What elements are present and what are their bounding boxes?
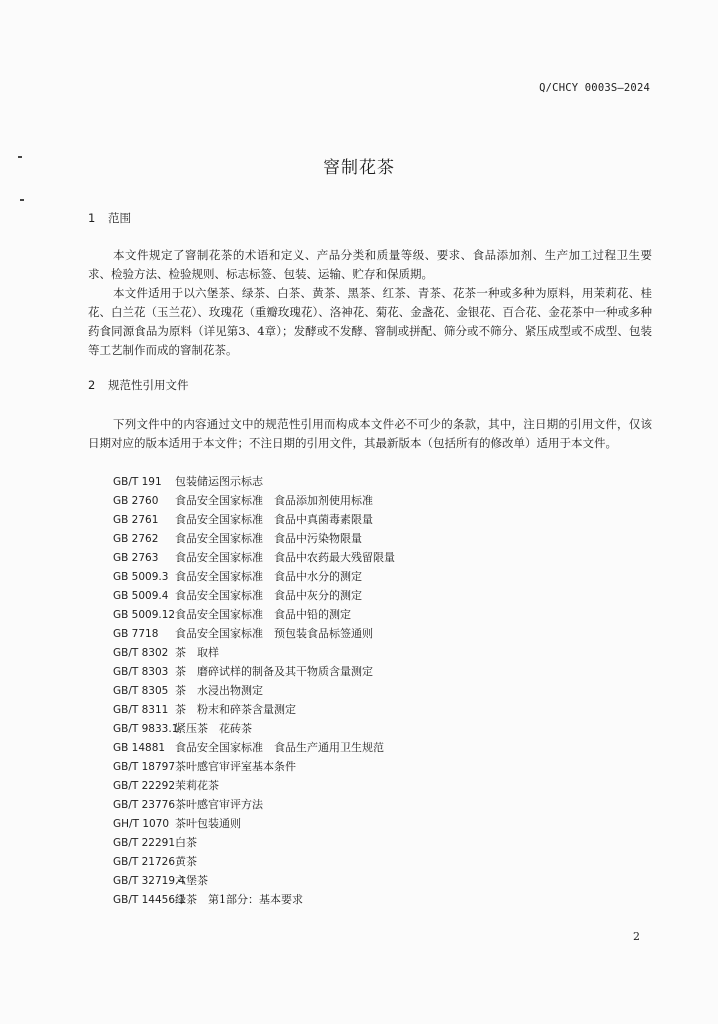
section-number: 2 — [88, 378, 96, 392]
document-title: 窨制花茶 — [323, 158, 395, 178]
reference-code: GB/T 22292 — [113, 780, 176, 792]
reference-item — [113, 567, 395, 586]
reference-item — [113, 814, 395, 833]
reference-item — [113, 795, 395, 814]
scope-paragraph-2: 本文件适用于以六堡茶、绿茶、白茶、黄茶、黑茶、红茶、青茶、花茶一种或多种为原料，用茉莉花、桂花、白兰花（玉兰花）、玫瑰花（重瓣玫瑰花）、洛神花、菊花、金盏花、金银花、百合花、金花茶中一种或多种药食同源食品为原料（详见第3、4章）；发酵或不发酵、窨制或拼配、筛分或不筛分、紧压成型或不成型、包装等工艺制作而成的窨制花茶。 — [88, 286, 652, 357]
reference-name: 食品安全国家标准 预包装食品标签通则 — [175, 627, 373, 640]
reference-code: GB/T 8305 — [113, 685, 169, 697]
reference-code: GB 5009.4 — [113, 590, 169, 602]
reference-item — [113, 472, 395, 491]
reference-code: GB 2763 — [113, 552, 159, 564]
reference-code: GB/T 9833.1 — [113, 723, 179, 735]
reference-item — [113, 624, 395, 643]
reference-name: 茶叶感官审评方法 — [175, 798, 263, 811]
reference-item — [113, 491, 395, 510]
reference-name: 黄茶 — [175, 855, 197, 868]
section-title: 范围 — [108, 211, 131, 225]
reference-code: GH/T 1070 — [113, 818, 170, 830]
reference-code: GB/T 191 — [113, 476, 162, 488]
reference-code: GB/T 8303 — [113, 666, 169, 678]
reference-item — [113, 529, 395, 548]
reference-name: 茶叶包装通则 — [175, 817, 241, 830]
reference-item — [113, 700, 395, 719]
reference-name: 茶 水浸出物测定 — [175, 684, 263, 697]
reference-item — [113, 586, 395, 605]
reference-code: GB 14881 — [113, 742, 166, 754]
reference-item — [113, 662, 395, 681]
reference-name: 食品安全国家标准 食品中农药最大残留限量 — [175, 551, 395, 564]
reference-item — [113, 833, 395, 852]
reference-name: 茉莉花茶 — [175, 779, 219, 792]
reference-code: GB 2761 — [113, 514, 159, 526]
section-number: 1 — [88, 211, 96, 225]
reference-item — [113, 871, 395, 890]
reference-name: 紧压茶 花砖茶 — [175, 722, 252, 735]
reference-item — [113, 890, 395, 909]
reference-item — [113, 643, 395, 662]
reference-name: 六堡茶 — [175, 874, 208, 887]
reference-code: GB/T 18797 — [113, 761, 176, 773]
reference-item — [113, 719, 395, 738]
reference-name: 食品安全国家标准 食品中污染物限量 — [175, 532, 362, 545]
section-title: 规范性引用文件 — [108, 378, 189, 392]
section-1-heading — [88, 210, 131, 226]
reference-code: GB/T 23776 — [113, 799, 176, 811]
reference-name: 食品安全国家标准 食品生产通用卫生规范 — [175, 741, 384, 754]
reference-name: 茶 取样 — [175, 646, 219, 659]
reference-name: 茶 磨碎试样的制备及其干物质含量测定 — [175, 665, 373, 678]
reference-code: GB/T 14456.1 — [113, 894, 186, 906]
reference-item — [113, 738, 395, 757]
reference-item — [113, 852, 395, 871]
reference-code: GB/T 32719.4 — [113, 875, 186, 887]
reference-code: GB/T 8302 — [113, 647, 169, 659]
reference-item — [113, 605, 395, 624]
reference-list — [113, 472, 395, 909]
standard-code: Q/CHCY 0003S—2024 — [539, 82, 650, 94]
reference-code: GB 2762 — [113, 533, 159, 545]
reference-code: GB 7718 — [113, 628, 159, 640]
reference-code: GB/T 21726 — [113, 856, 176, 868]
scope-paragraph-1: 本文件规定了窨制花茶的术语和定义、产品分类和质量等级、要求、食品添加剂、生产加工过程卫生要求、检验方法、检验规则、标志标签、包装、运输、贮存和保质期。 — [88, 248, 652, 281]
references-intro: 下列文件中的内容通过文中的规范性引用而构成本文件必不可少的条款，其中，注日期的引用文件，仅该日期对应的版本适用于本文件；不注日期的引用文件，其最新版本（包括所有的修改单）适用于本文件。 — [88, 417, 652, 450]
reference-item — [113, 757, 395, 776]
reference-item — [113, 548, 395, 567]
reference-item — [113, 776, 395, 795]
reference-name: 食品安全国家标准 食品中水分的测定 — [175, 570, 362, 583]
reference-code: GB/T 22291 — [113, 837, 176, 849]
reference-code: GB 5009.12 — [113, 609, 176, 621]
reference-name: 食品安全国家标准 食品中灰分的测定 — [175, 589, 362, 602]
reference-name: 食品安全国家标准 食品中真菌毒素限量 — [175, 513, 373, 526]
scan-mark — [20, 199, 24, 201]
reference-name: 绿茶 第1部分：基本要求 — [175, 893, 303, 906]
section-2-heading — [88, 377, 189, 393]
reference-item — [113, 510, 395, 529]
page-number: 2 — [633, 930, 640, 943]
reference-item — [113, 681, 395, 700]
reference-name: 茶 粉末和碎茶含量测定 — [175, 703, 296, 716]
reference-name: 包装储运图示标志 — [175, 475, 263, 488]
reference-code: GB 5009.3 — [113, 571, 169, 583]
reference-name: 食品安全国家标准 食品添加剂使用标准 — [175, 494, 373, 507]
reference-name: 白茶 — [175, 836, 197, 849]
reference-name: 茶叶感官审评室基本条件 — [175, 760, 296, 773]
reference-name: 食品安全国家标准 食品中铅的测定 — [175, 608, 351, 621]
reference-code: GB/T 8311 — [113, 704, 169, 716]
reference-code: GB 2760 — [113, 495, 159, 507]
